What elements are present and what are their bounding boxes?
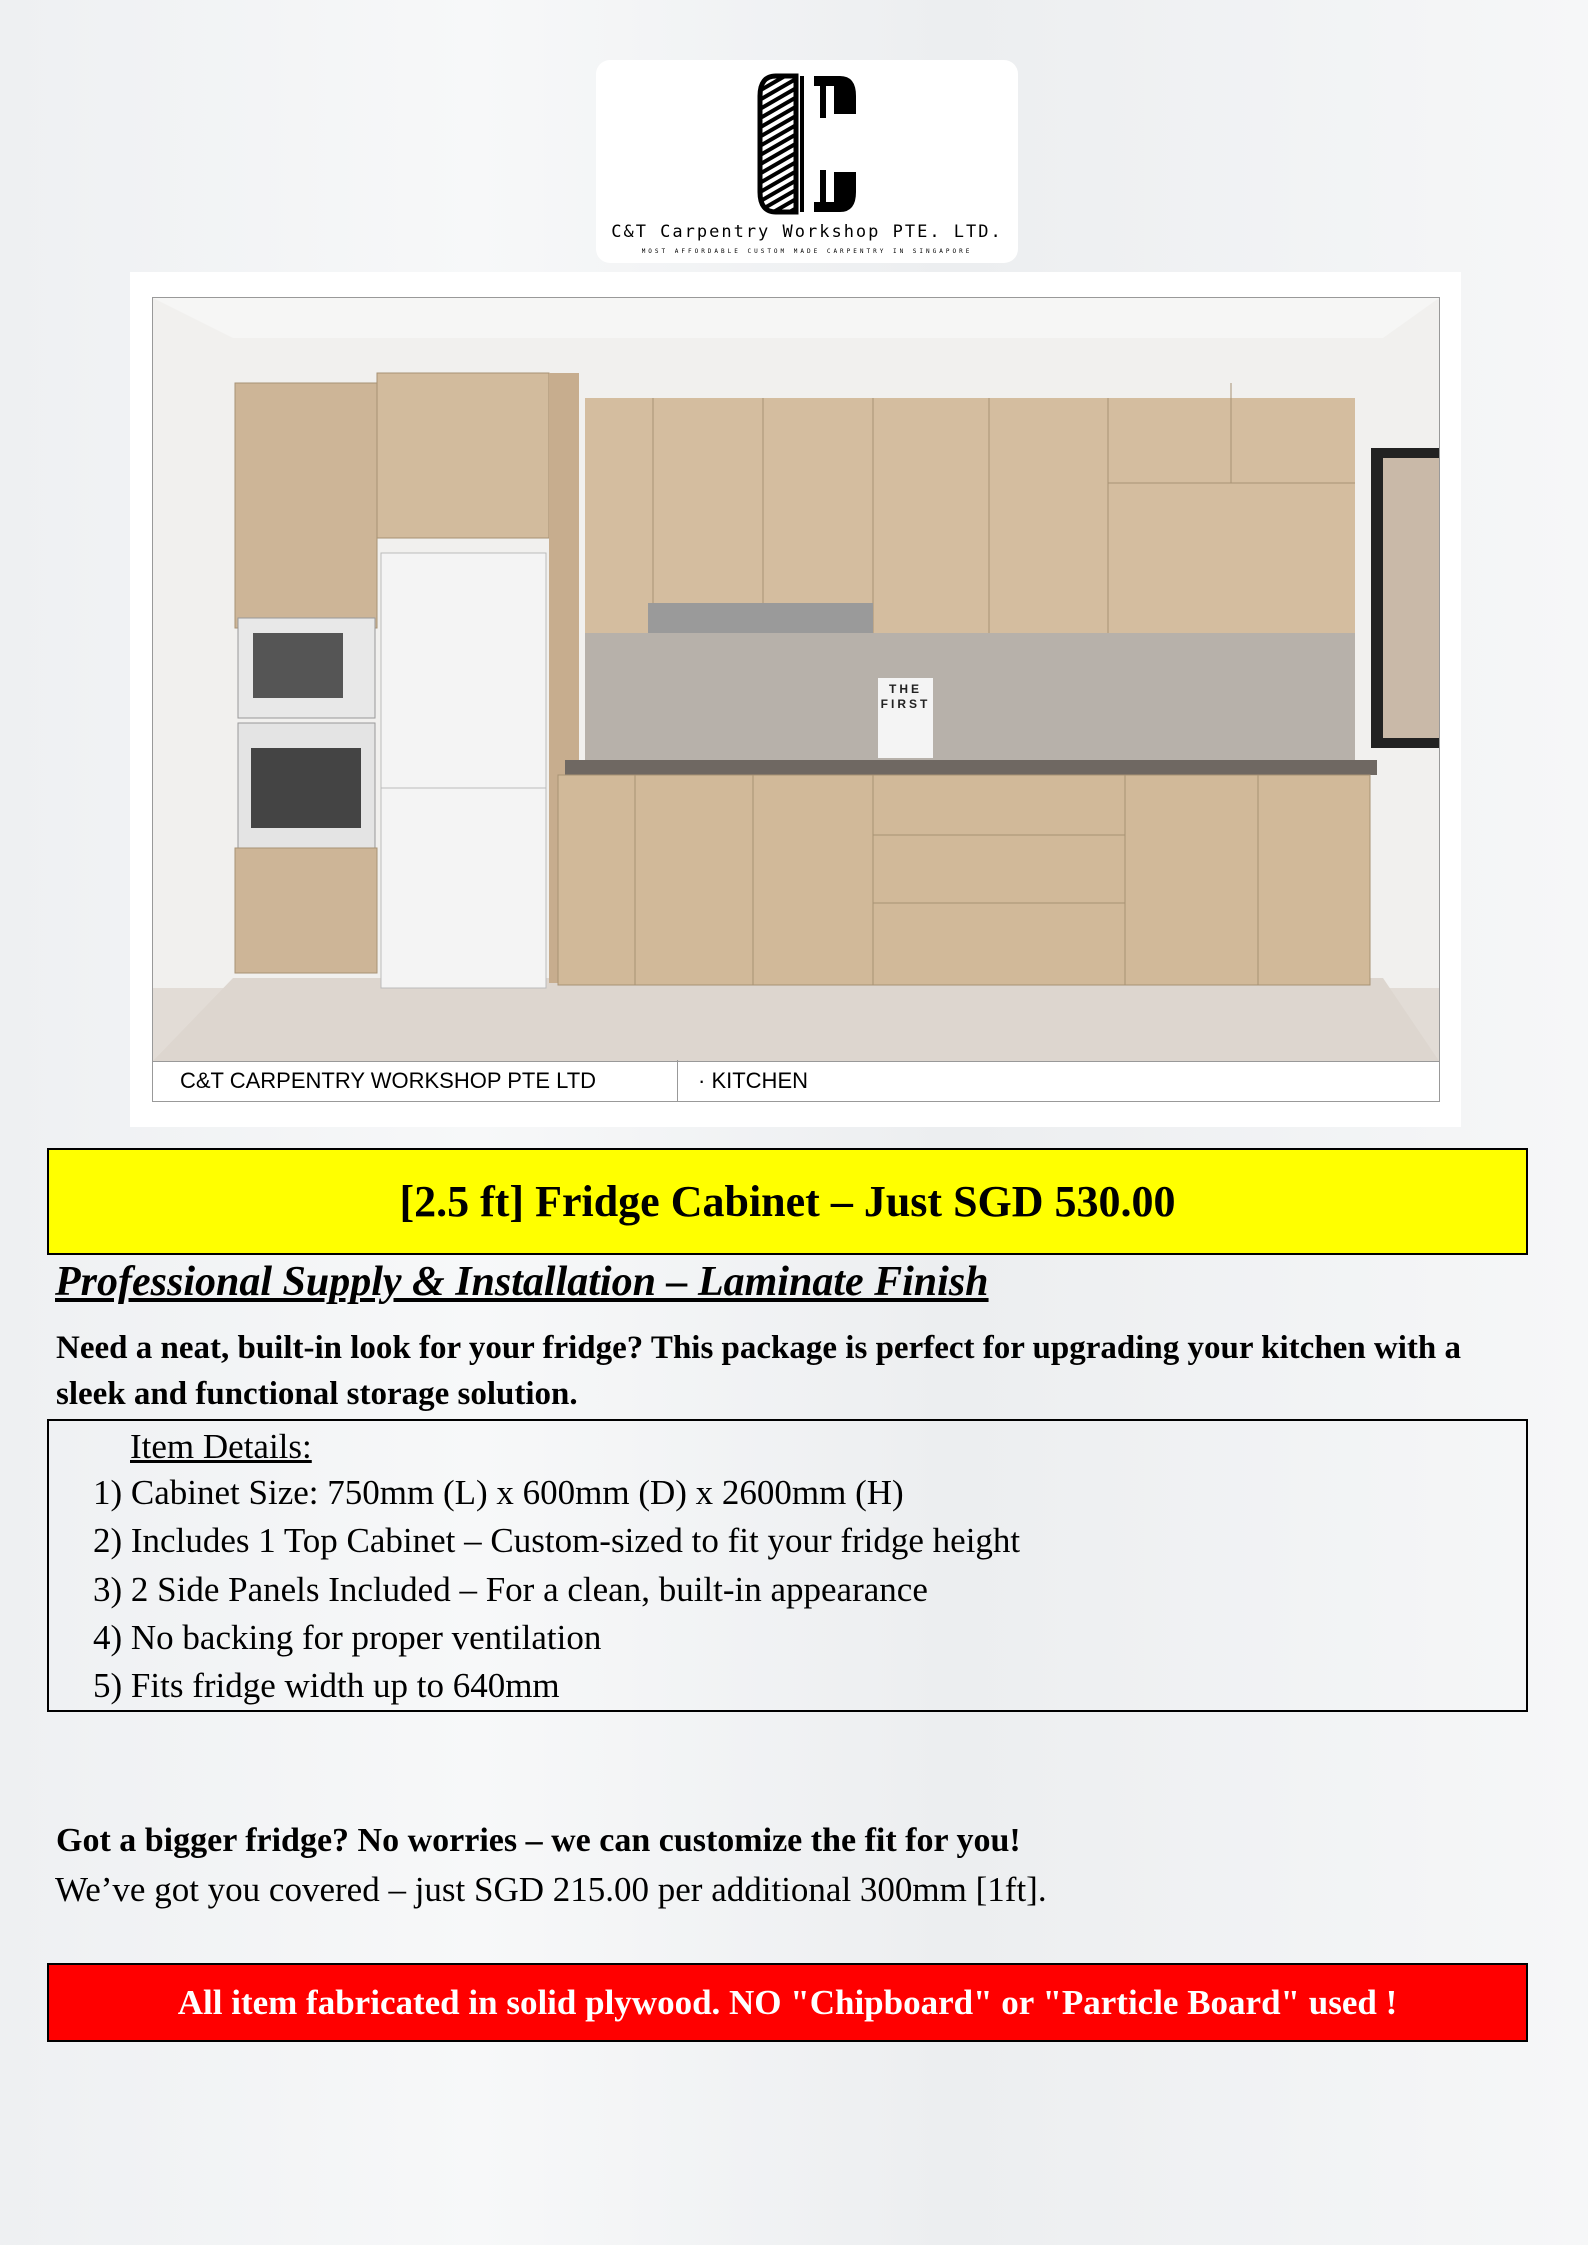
caption-room: · KITCHEN [698, 1067, 808, 1093]
bigger-fridge-heading: Got a bigger fridge? No worries – we can customize the fit for you! [56, 1822, 1021, 1859]
material-note-banner: All item fabricated in solid plywood. NO "Chipboard" or "Particle Board" used ! [47, 1963, 1528, 2042]
company-tagline: MOST AFFORDABLE CUSTOM MADE CARPENTRY IN SINGAPORE [641, 248, 973, 255]
image-caption [152, 1060, 1440, 1102]
ct-logo-icon [756, 72, 860, 217]
extension-price-text: We’ve got you covered – just SGD 215.00 per additional 300mm [1ft]. [55, 1870, 1047, 1909]
detail-item: 2) Includes 1 Top Cabinet – Custom-sized to fit your fridge height [93, 1521, 1021, 1560]
detail-item: 4) No backing for proper ventilation [93, 1618, 602, 1657]
kitchen-render [130, 272, 1461, 1127]
kitchen-image [152, 297, 1440, 1062]
details-heading: Item Details: [130, 1427, 312, 1466]
detail-item: 1) Cabinet Size: 750mm (L) x 600mm (D) x 2600mm (H) [93, 1473, 904, 1512]
backsplash-sign: THE FIRST [880, 682, 931, 711]
subtitle: Professional Supply & Installation – Laminate Finish [55, 1259, 989, 1305]
caption-company: C&T CARPENTRY WORKSHOP PTE LTD [153, 1060, 678, 1101]
company-name: C&T Carpentry Workshop PTE. LTD. [611, 222, 1003, 242]
item-details-box [47, 1419, 1528, 1712]
company-logo [596, 60, 1018, 263]
intro-text: Need a neat, built-in look for your fridge? This package is perfect for upgrading your kitchen with a sleek and functional storage solution. [56, 1330, 1462, 1412]
price-banner: [2.5 ft] Fridge Cabinet – Just SGD 530.00 [47, 1148, 1528, 1255]
detail-item: 3) 2 Side Panels Included – For a clean, built-in appearance [93, 1570, 928, 1609]
detail-item: 5) Fits fridge width up to 640mm [93, 1666, 560, 1705]
